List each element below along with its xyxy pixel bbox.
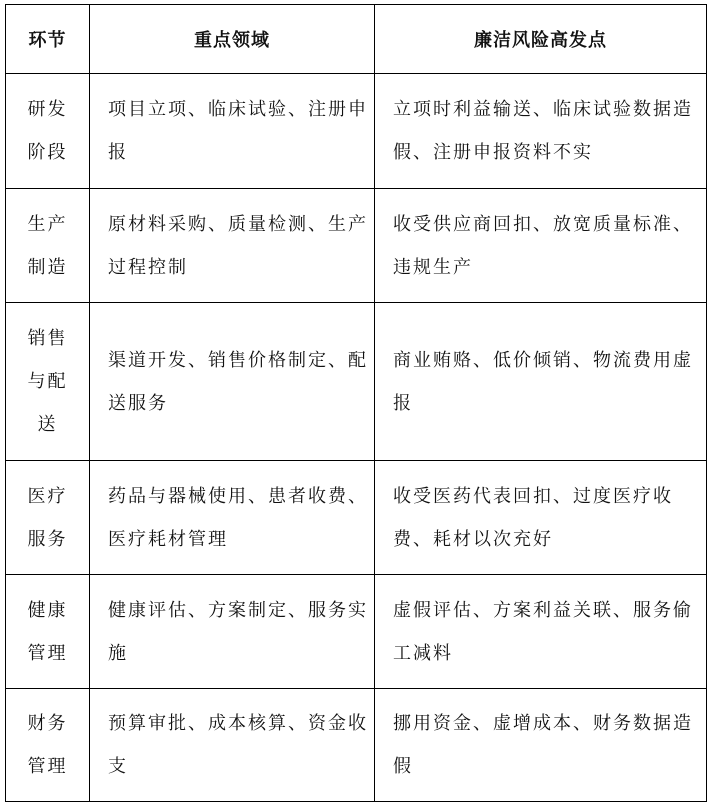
- risk-text: 商业贿赂、低价倾销、物流费用虚报: [393, 349, 693, 414]
- risk-cell: [375, 303, 707, 461]
- stage-cell: 生产 制造: [6, 189, 90, 303]
- risk-text: 收受医药代表回扣、过度医疗收费、耗材以次充好: [393, 485, 673, 550]
- header-focus: 重点领域: [90, 5, 375, 74]
- header-stage: 环节: [6, 5, 90, 74]
- risk-cell: [375, 74, 707, 189]
- focus-cell: [90, 189, 375, 303]
- risk-text: 虚假评估、方案利益关联、服务偷工减料: [393, 599, 693, 664]
- stage-cell: 研发 阶段: [6, 74, 90, 189]
- focus-text: 健康评估、方案制定、服务实施: [108, 599, 368, 664]
- table-row: [6, 189, 707, 303]
- focus-cell: [90, 575, 375, 689]
- table-row: [6, 575, 707, 689]
- focus-cell: [90, 303, 375, 461]
- risk-table: [5, 4, 707, 802]
- focus-text: 项目立项、临床试验、注册申报: [108, 99, 368, 163]
- focus-text: 预算审批、成本核算、资金收支: [108, 713, 368, 777]
- stage-cell: 销售 与配 送: [6, 303, 90, 461]
- risk-text: 立项时利益输送、临床试验数据造假、注册申报资料不实: [393, 99, 693, 163]
- risk-cell: [375, 575, 707, 689]
- risk-text: 挪用资金、虚增成本、财务数据造假: [393, 713, 693, 777]
- focus-text: 原材料采购、质量检测、生产过程控制: [108, 213, 368, 278]
- focus-cell: [90, 74, 375, 189]
- focus-cell: [90, 689, 375, 802]
- risk-cell: [375, 689, 707, 802]
- table-row: [6, 461, 707, 575]
- focus-text: 药品与器械使用、患者收费、医疗耗材管理: [108, 485, 368, 550]
- risk-cell: [375, 189, 707, 303]
- table-row: [6, 303, 707, 461]
- stage-cell: 健康 管理: [6, 575, 90, 689]
- header-risk: 廉洁风险高发点: [375, 5, 707, 74]
- table-row: [6, 74, 707, 189]
- stage-cell: 医疗 服务: [6, 461, 90, 575]
- focus-text: 渠道开发、销售价格制定、配送服务: [108, 349, 368, 414]
- risk-text: 收受供应商回扣、放宽质量标准、违规生产: [393, 213, 693, 278]
- risk-cell: [375, 461, 707, 575]
- table-row: [6, 689, 707, 802]
- header-row: [6, 5, 707, 74]
- focus-cell: [90, 461, 375, 575]
- stage-cell: 财务 管理: [6, 689, 90, 802]
